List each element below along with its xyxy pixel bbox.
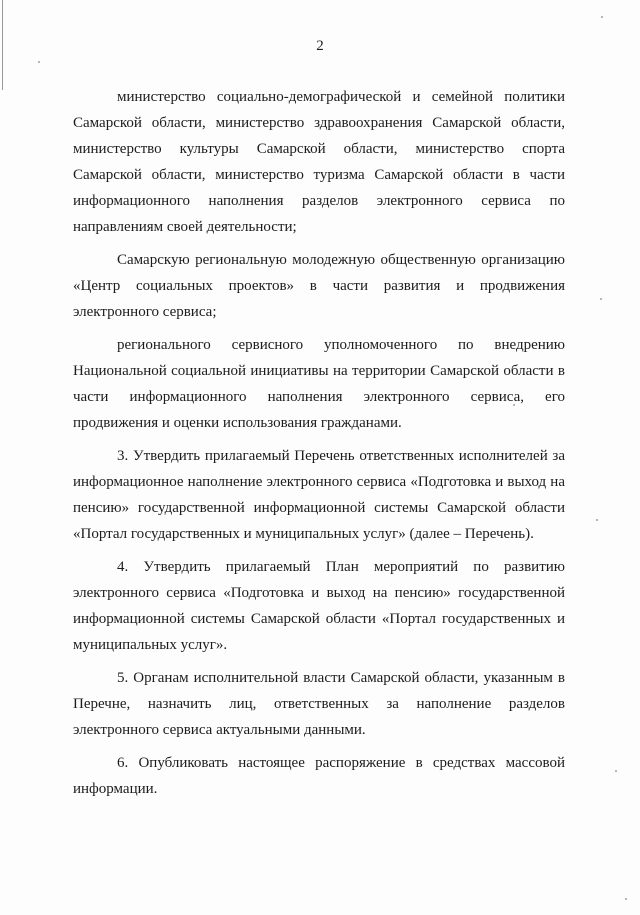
- paragraph: 3. Утвердить прилагаемый Перечень ответственных исполнителей за информационное наполнение электронного сервиса «Подготовка и выход на пенсию» государственной информационной системы Самарской области «Портал государственных и муниципальных услуг» (далее – Перечень).: [73, 448, 565, 542]
- scan-speck: [625, 898, 627, 900]
- paragraph: 4. Утвердить прилагаемый План мероприятий по развитию электронного сервиса «Подготовка и выход на пенсию» государственной информационной системы Самарской области «Портал государственных и муниципальных услуг».: [73, 559, 565, 653]
- paragraph: министерство социально-демографической и семейной политики Самарской области, министерство здравоохранения Самарской области, министерство культуры Самарской области, министерство спорта Самарской области, министерство туризма Самарской области в части информационного наполнения разделов электронного сервиса по направлениям своей деятельности;: [73, 89, 565, 235]
- paragraph: 6. Опубликовать настоящее распоряжение в средствах массовой информации.: [73, 755, 565, 797]
- scan-speck: [596, 519, 598, 521]
- paragraph: 5. Органам исполнительной власти Самарской области, указанным в Перечне, назначить лиц, ответственных за наполнение разделов электронного сервиса актуальными данными.: [73, 670, 565, 738]
- scan-speck: [615, 770, 617, 772]
- scan-speck: [601, 16, 603, 18]
- document-body: [73, 84, 565, 809]
- paragraph: Самарскую региональную молодежную общественную организацию «Центр социальных проектов» в части развития и продвижения электронного сервиса;: [73, 252, 565, 320]
- scan-speck: [38, 61, 40, 63]
- scan-speck: [600, 298, 602, 300]
- paragraph: регионального сервисного уполномоченного по внедрению Национальной социальной инициативы на территории Самарской области в части информационного наполнения электронного сервиса, его продвижения и оценки использования гражданами.: [73, 337, 565, 431]
- page-number: 2: [316, 38, 324, 54]
